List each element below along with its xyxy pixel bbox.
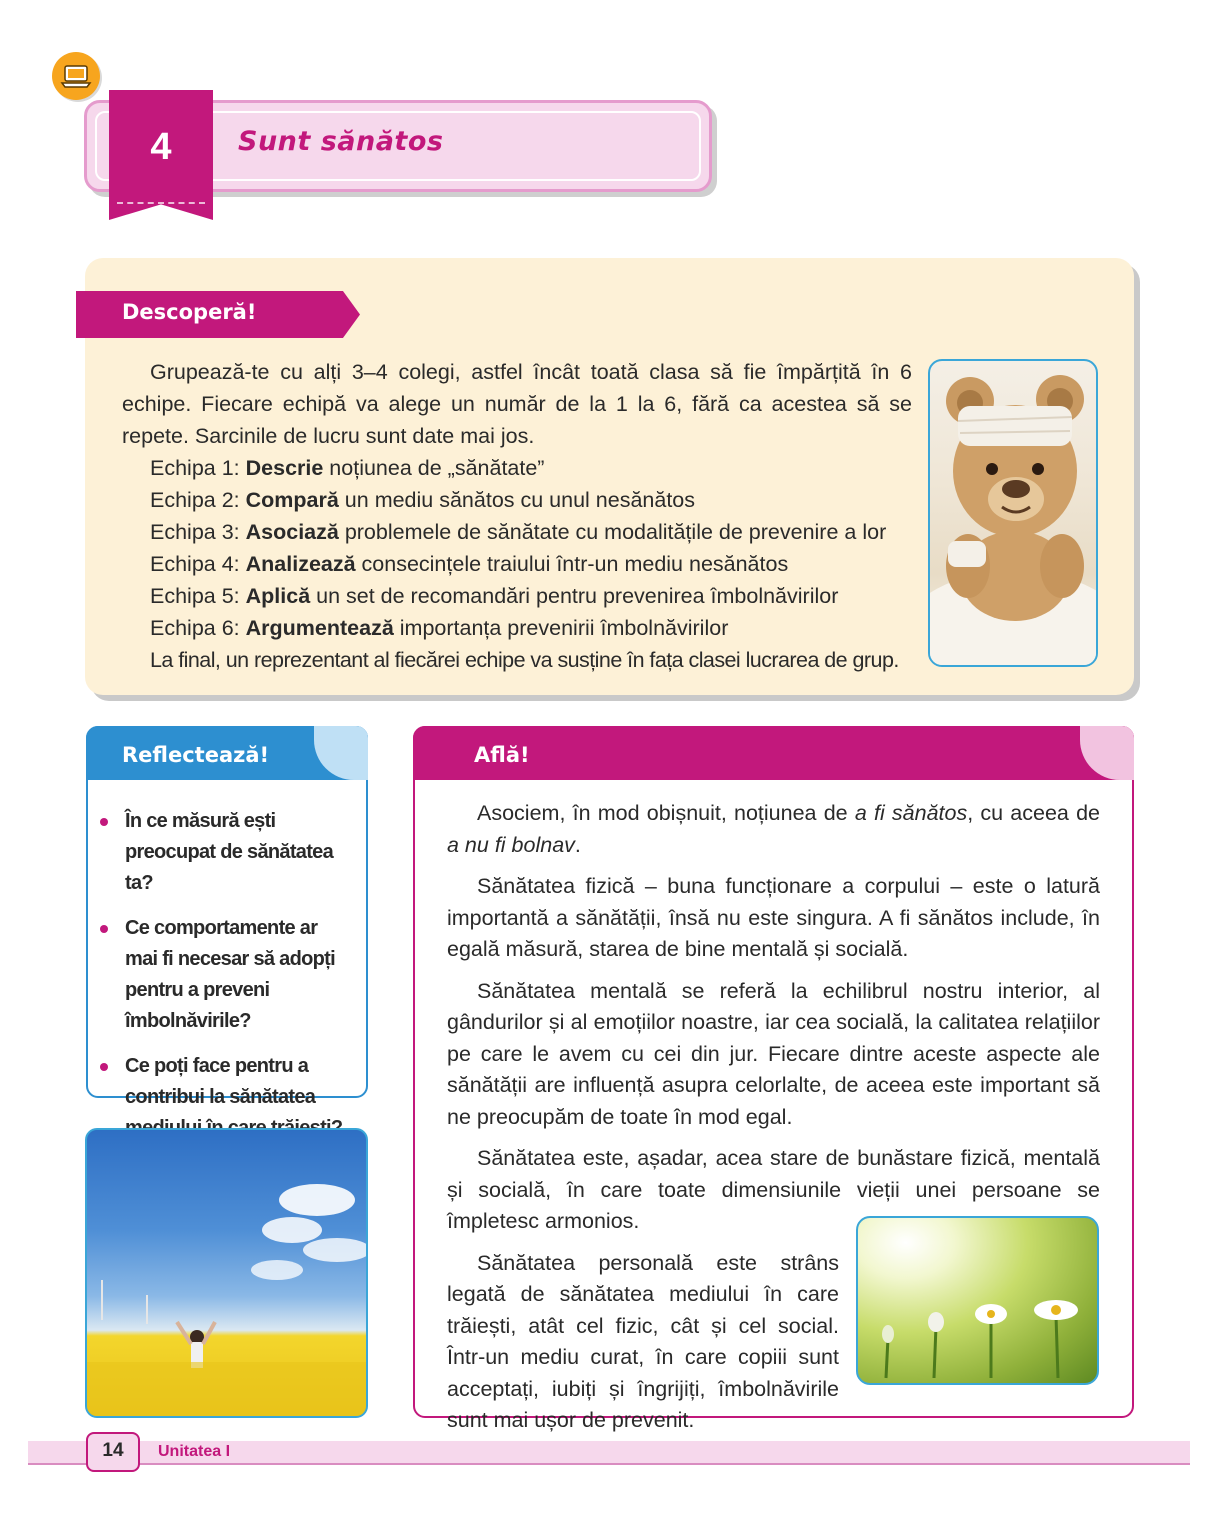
bullet-icon: [100, 1063, 108, 1071]
team-task: Echipa 4: Analizează consecințele traiului într-un mediu nesănătos: [150, 552, 789, 576]
team-task: Echipa 5: Aplică un set de recomandări pentru prevenirea îmbolnăvirilor: [150, 584, 839, 608]
reflect-title: Reflectează!: [122, 743, 270, 767]
discover-final: La final, un reprezentant al fiecărei echipe va susține în fața clasei lucrarea de grup.: [150, 648, 899, 672]
learn-title: Află!: [474, 743, 530, 767]
unit-label: Unitatea I: [158, 1443, 231, 1460]
lesson-title: Sunt sănătos: [238, 126, 444, 157]
discover-intro: Grupează-te cu alți 3–4 colegi, astfel încât toată clasa să fie împărțită în 6 echipe. Fiecare echipă va alege un număr de la 1 la 6, fără ca acestea să se repete. Sarcinile de lucru sunt date mai jos.: [122, 360, 912, 448]
daisies-photo: [856, 1216, 1099, 1385]
reflect-question: În ce măsură ești preocupat de sănătatea ta?: [100, 806, 350, 899]
lesson-number: 4: [150, 126, 172, 168]
bullet-icon: [100, 925, 108, 933]
learn-paragraph: Sănătatea mentală se referă la echilibrul nostru interior, al gândurilor și al emoțiilor noastre, iar cea socială, la calitatea relațiilor pe care le avem cu cei din jur. Fiecare dintre aceste aspecte ale sănătății are influență asupra celorlalte, de aceea este important să ne preocupăm de toate în mod egal.: [447, 978, 1100, 1129]
learn-paragraph: Asociem, în mod obișnuit, noțiunea de a fi sănătos, cu aceea de a nu fi bolnav.: [447, 801, 1100, 857]
discover-text: [122, 356, 912, 676]
reflect-question: Ce comportamente ar mai fi necesar să adopți pentru a preveni îmbolnăvirile?: [100, 913, 350, 1037]
page-number: 14: [102, 1440, 124, 1461]
teddy-bear-photo: [928, 359, 1098, 667]
team-task: Echipa 1: Descrie noțiunea de „sănătate”: [150, 456, 545, 480]
discover-title: Descoperă!: [122, 300, 257, 324]
team-task: Echipa 6: Argumentează importanța prevenirii îmbolnăvirilor: [150, 616, 729, 640]
learn-paragraph: Sănătatea fizică – buna funcționare a corpului – este o latură importantă a sănătății, însă nu este singura. A fi sănătos include, în egală măsură, starea de bine mentală și socială.: [447, 874, 1100, 961]
team-task: Echipa 3: Asociază problemele de sănătate cu modalitățile de prevenire a lor: [150, 520, 887, 544]
team-task: Echipa 2: Compară un mediu sănătos cu unul nesănătos: [150, 488, 696, 512]
reflect-question: Ce poți face pentru a contribui la sănătatea: [100, 1051, 350, 1144]
bullet-icon: [100, 818, 108, 826]
laptop-icon[interactable]: [52, 52, 100, 100]
learn-paragraph: Sănătatea este, așadar, acea stare de bunăstare fizică, mentală și socială, în care toate dimensiunile vieții unei persoane se împletesc armonios.: [447, 1146, 1100, 1233]
reflect-questions: [100, 806, 350, 1158]
learn-paragraph: Sănătatea personală este strâns legată de sănătatea mediului în care trăiești, atât cel fizic, cât și cel social. Într-un mediu curat, în care copiii sunt acceptați, iubiți și îngrijiți, îmbolnăvirile sunt mai ușor de prevenit.: [447, 1250, 839, 1432]
rapeseed-field-photo: [85, 1128, 368, 1418]
